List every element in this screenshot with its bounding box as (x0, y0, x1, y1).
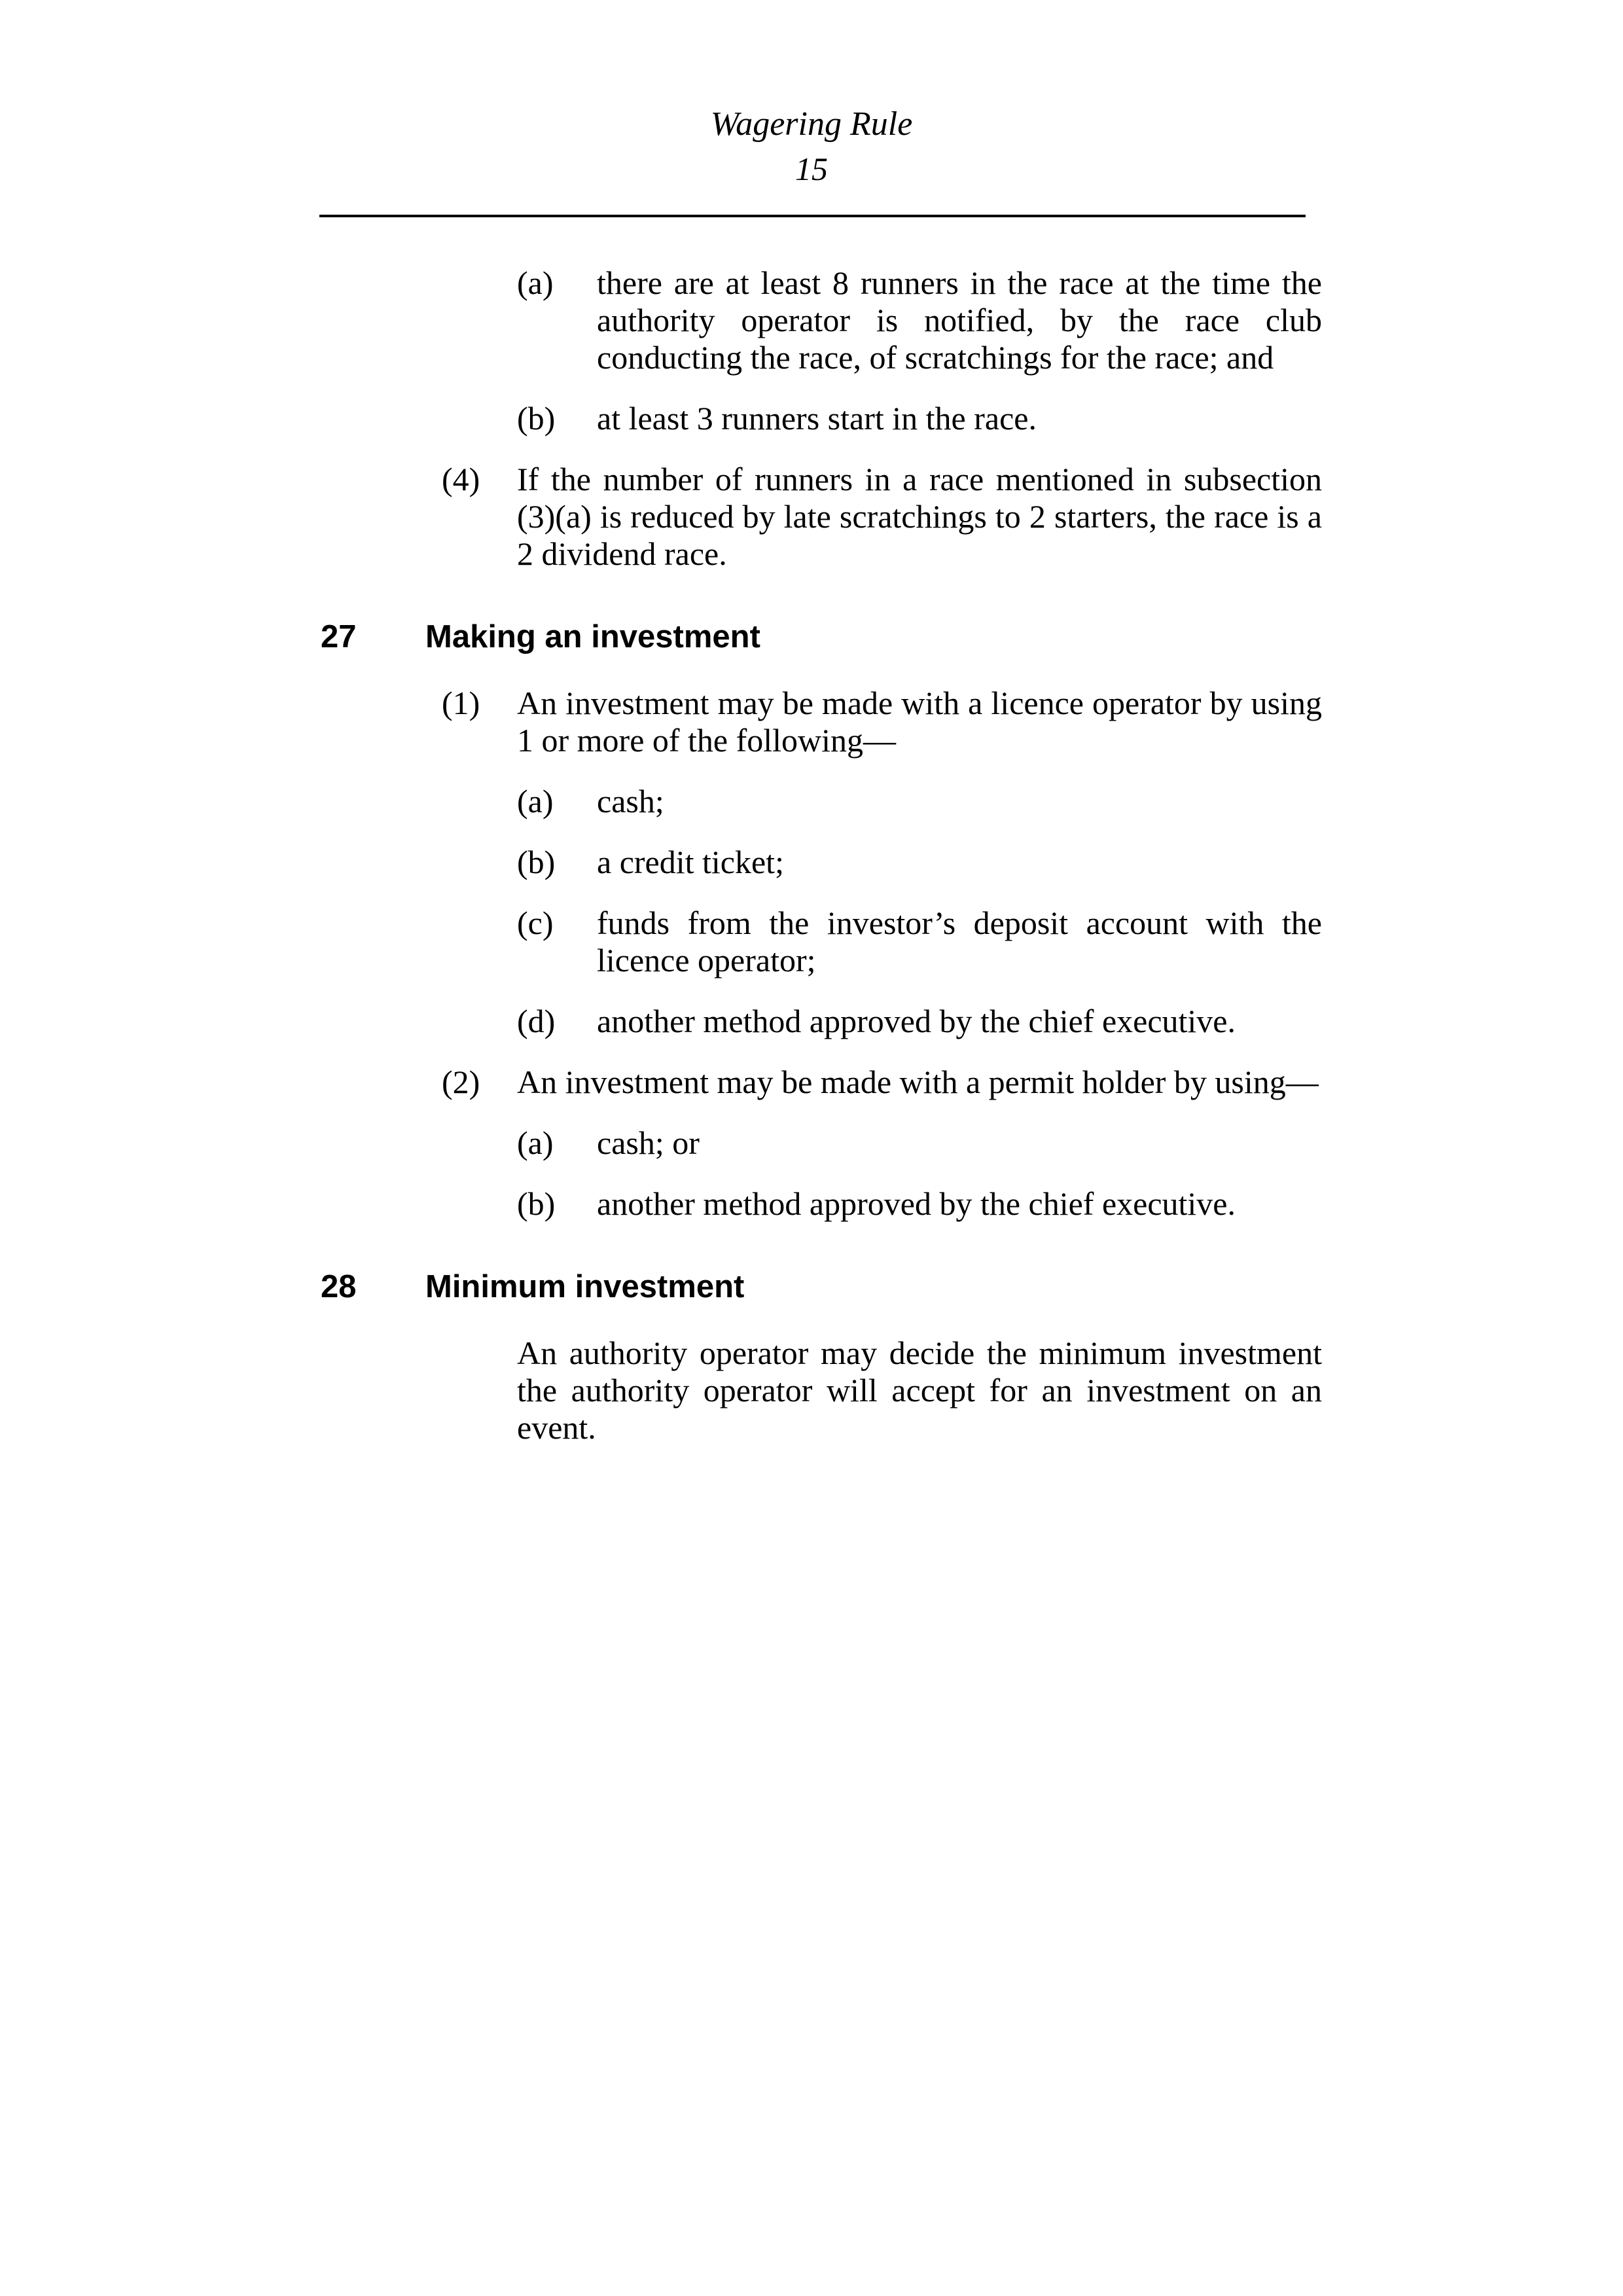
list-item-marker: (c) (517, 905, 554, 941)
list-item-marker: (a) (517, 783, 554, 819)
list-item (517, 783, 1322, 820)
list-item-marker: (b) (517, 400, 556, 437)
document-title: Wagering Rule (710, 105, 913, 143)
page-number: 15 (795, 151, 828, 187)
subsection-text: If the number of runners in a race mentioned in subsection (3)(a) is reduced by late scratchings to 2 starters, the race is a 2 dividend race. (517, 461, 1322, 572)
subsection-marker: (2) (442, 1064, 480, 1100)
list-item-marker: (a) (517, 264, 554, 301)
subsection-text: An investment may be made with a permit holder by using— (517, 1064, 1319, 1100)
list-item (517, 905, 1322, 979)
list-item (517, 844, 1322, 881)
section-number: 28 (321, 1269, 357, 1304)
list-item-text: there are at least 8 runners in the race at the time the authority operator is notified, by the race club conducting the race, of scratchings for the race; and (597, 264, 1322, 376)
header-rule-line (319, 215, 1306, 217)
list-item-text: another method approved by the chief executive. (597, 1185, 1236, 1222)
subsection-marker: (1) (442, 685, 480, 721)
list-item-text: a credit ticket; (597, 844, 784, 880)
paragraph: An authority operator may decide the minimum investment the authority operator will accept for an investment on an event. (517, 1335, 1322, 1446)
subsection-marker: (4) (442, 461, 480, 497)
section-heading (321, 1268, 1329, 1306)
list-item-text: funds from the investor’s deposit account with the licence operator; (597, 905, 1322, 978)
subsection-text: An investment may be made with a licence operator by using 1 or more of the following— (517, 685, 1322, 759)
list-item (517, 400, 1322, 437)
list-item-text: another method approved by the chief executive. (597, 1003, 1236, 1039)
subsection (442, 1064, 1322, 1101)
section-heading (321, 619, 1329, 656)
list-item-text: at least 3 runners start in the race. (597, 400, 1037, 437)
subsection (442, 685, 1322, 759)
list-item (517, 1003, 1322, 1040)
subsection (442, 461, 1322, 573)
list-item (517, 1124, 1322, 1162)
list-item-marker: (b) (517, 844, 556, 880)
list-item-marker: (b) (517, 1185, 556, 1222)
list-item-text: cash; (597, 783, 664, 819)
document-body (321, 264, 1329, 1470)
list-item-marker: (d) (517, 1003, 556, 1039)
list-item (517, 264, 1322, 376)
list-item (517, 1185, 1322, 1223)
list-item-marker: (a) (517, 1124, 554, 1161)
section-number: 27 (321, 619, 357, 655)
section-title: Minimum investment (425, 1269, 745, 1304)
section-title: Making an investment (425, 619, 760, 655)
page-header (0, 105, 1623, 187)
list-item-text: cash; or (597, 1124, 700, 1161)
